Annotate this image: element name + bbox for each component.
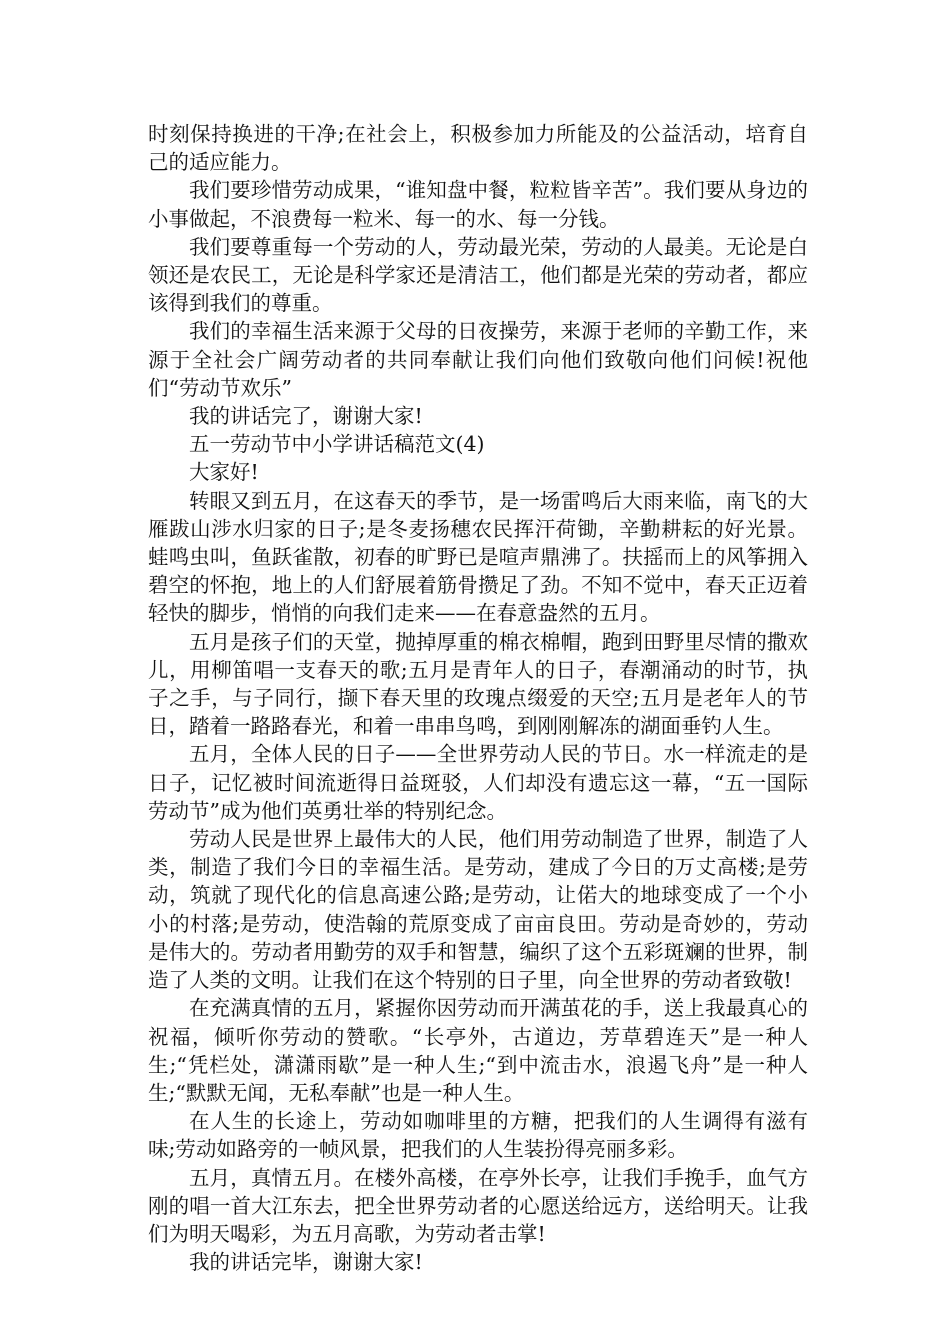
closing-line: 我的讲话完了，谢谢大家! bbox=[189, 404, 423, 429]
paragraph: 劳动人民是世界上最伟大的人民，他们用劳动制造了世界，制造了人类，制造了我们今日的幸福生活。是劳动，建成了今日的万丈高楼;是劳动，筑就了现代化的信息高速公路;是劳动，让偌大的地球变成了一个小小的村落;是劳动，使浩翰的荒原变成了亩亩良田。劳动是奇妙的，劳动是伟大的。劳动者用勤劳的双手和智慧，编织了这个五彩斑斓的世界，制造了人类的文明。让我们在这个特别的日子里，向全世界的劳动者致敬! bbox=[148, 827, 808, 993]
paragraph: 五月是孩子们的天堂，抛掉厚重的棉衣棉帽，跑到田野里尽情的撒欢儿，用柳笛唱一支春天的歌;五月是青年人的日子，春潮涌动的时节，执子之手，与子同行，撷下春天里的玫瑰点缀爱的天空;五月是老年人的节日，踏着一路路春光，和着一串串鸟鸣，到刚刚解冻的湖面垂钓人生。 bbox=[148, 629, 808, 739]
document-body bbox=[148, 120, 808, 1276]
paragraph: 五月，全体人民的日子——全世界劳动人民的节日。水一样流走的是日子，记忆被时间流逝得日益斑驳，人们却没有遗忘这一幕，“五一国际劳动节”成为他们英勇壮举的特别纪念。 bbox=[148, 742, 808, 823]
paragraph: 在人生的长途上，劳动如咖啡里的方糖，把我们的人生调得有滋有味;劳动如路旁的一帧风景，把我们的人生装扮得亮丽多彩。 bbox=[148, 1109, 808, 1162]
paragraph: 我们要珍惜劳动成果，“谁知盘中餐，粒粒皆辛苦”。我们要从身边的小事做起，不浪费每一粒米、每一的水、每一分钱。 bbox=[148, 178, 808, 231]
paragraph: 五月，真情五月。在楼外高楼，在亭外长亭，让我们手挽手，血气方刚的唱一首大江东去，把全世界劳动者的心愿送给远方，送给明天。让我们为明天喝彩，为五月高歌，为劳动者击掌! bbox=[148, 1165, 808, 1246]
paragraph: 我们要尊重每一个劳动的人，劳动最光荣，劳动的人最美。无论是白领还是农民工，无论是科学家还是清洁工，他们都是光荣的劳动者，都应该得到我们的尊重。 bbox=[148, 234, 808, 316]
paragraph: 时刻保持换进的干净;在社会上，积极参加力所能及的公益活动，培育自己的适应能力。 bbox=[148, 122, 808, 175]
paragraph: 在充满真情的五月，紧握你因劳动而开满茧花的手，送上我最真心的祝福，倾听你劳动的赞歌。“长亭外，古道边，芳草碧连天”是一种人生;“凭栏处，潇潇雨歇”是一种人生;“到中流击水，浪遏飞舟”是一种人生;“默默无闻，无私奉献”也是一种人生。 bbox=[148, 996, 808, 1105]
closing-line: 我的讲话完毕，谢谢大家! bbox=[189, 1250, 423, 1275]
paragraph: 我们的幸福生活来源于父母的日夜操劳，来源于老师的辛勤工作，来源于全社会广阔劳动者的共同奉献让我们向他们致敬向他们问候!祝他们“劳动节欢乐” bbox=[148, 319, 808, 400]
section-title: 五一劳动节中小学讲话稿范文(4) bbox=[189, 432, 485, 457]
greeting: 大家好! bbox=[189, 460, 259, 485]
paragraph: 转眼又到五月，在这春天的季节，是一场雷鸣后大雨来临，南飞的大雁跋山涉水归家的日子;是冬麦扬穗农民挥汗荷锄，辛勤耕耘的好光景。蛙鸣虫叫，鱼跃雀散，初春的旷野已是喧声鼎沸了。扶摇而上的风筝拥入碧空的怀抱，地上的人们舒展着筋骨攒足了劲。不知不觉中，春天正迈着轻快的脚步，悄悄的向我们走来——在春意盎然的五月。 bbox=[148, 488, 808, 626]
